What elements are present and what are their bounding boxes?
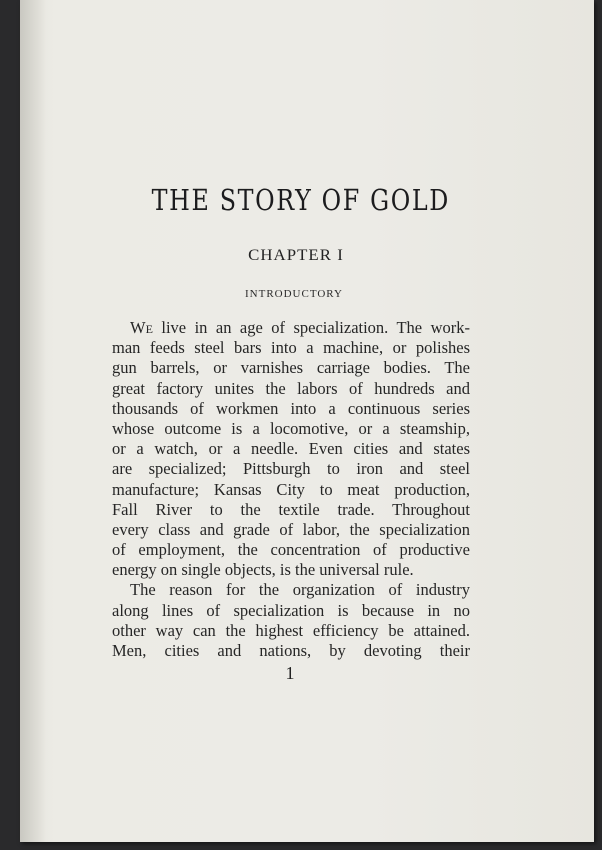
chapter-heading: CHAPTER I bbox=[248, 247, 344, 264]
text-line: Men, cities and nations, by devoting their bbox=[112, 641, 470, 660]
book-title: THE STORY OF GOLD bbox=[151, 183, 451, 217]
text-line: whose outcome is a locomotive, or a steamship, bbox=[112, 418, 470, 438]
text-line: every class and grade of labor, the specialization bbox=[112, 519, 470, 539]
text-line: thousands of workmen into a continuous series bbox=[112, 398, 470, 418]
text-line: or a watch, or a needle. Even cities and states bbox=[112, 439, 470, 459]
text-line: of employment, the concentration of productive bbox=[112, 540, 470, 560]
text-line: Fall River to the textile trade. Throughout bbox=[112, 499, 470, 519]
text-line: along lines of specialization is because in no bbox=[112, 600, 470, 620]
chapter-subtitle: INTRODUCTORY bbox=[245, 288, 343, 300]
body-text bbox=[112, 318, 470, 661]
text-line: We live in an age of specialization. The work- bbox=[130, 318, 470, 337]
page-number: 1 bbox=[285, 663, 295, 683]
text-line: energy on single objects, is the universal rule. bbox=[112, 560, 414, 580]
dropcap-word: We bbox=[130, 318, 153, 337]
text-line: are specialized; Pittsburgh to iron and steel bbox=[112, 459, 470, 479]
text-line: other way can the highest efficiency be attained. bbox=[112, 620, 470, 640]
text-line: great factory unites the labors of hundreds and bbox=[112, 378, 470, 398]
text-line: The reason for the organization of industry bbox=[130, 580, 470, 600]
text-line: manufacture; Kansas City to meat production, bbox=[112, 479, 470, 499]
text-line: gun barrels, or varnishes carriage bodies. The bbox=[112, 358, 470, 378]
page-gutter-shadow bbox=[20, 0, 46, 842]
text-line: man feeds steel bars into a machine, or polishes bbox=[112, 338, 470, 358]
